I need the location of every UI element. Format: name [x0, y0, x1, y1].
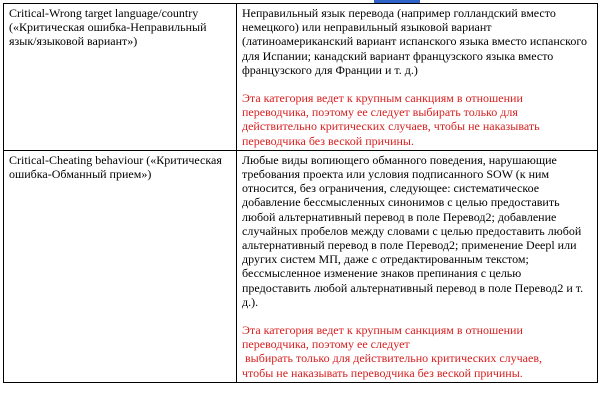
description-cell — [237, 150, 598, 382]
category-name: Critical-Wrong target language/country («Критическая ошибка-Неправильный язык/языковой вариант») — [9, 6, 207, 49]
category-cell — [4, 150, 237, 382]
category-name: Critical-Cheating behaviour («Критическая ошибка-Обманный прием») — [9, 152, 222, 182]
warning-line: Эта категория ведет к крупным санкциям в отношении переводчика, поэтому ее следует — [242, 323, 523, 352]
category-description: Неправильный язык перевода (например голландский вместо немецкого) или неправильный языковой вариант (латиноамериканский вариант испанского языка вместо испанского для Испании; канадский вариант французского языка вместо французского для Франции и т. д.) — [242, 6, 587, 77]
category-description: Любые виды вопиющего обманного поведения, нарушающие требования проекта или условия подписанного SOW (к ним относится, без ограничения, следующее: систематическое добавление бессмысленных синонимов с целью предоставить любой альтернативный перевод в поле Перевод2; добавление случайных пробелов между словами с целью предоставить любой альтернативный перевод в поле Перевод2; применение Deepl или других систем МП, даже с отредактированным текстом; бессмысленное изменение знаков препинания с целью предоставить любой альтернативный перевод в поле Перевод2 и т. д.). — [242, 152, 584, 309]
warning-text — [242, 323, 592, 380]
warning-line: чтобы не наказывать переводчика без веской причины. — [242, 365, 523, 380]
description-cell — [237, 4, 598, 151]
category-cell — [4, 4, 237, 151]
table-row — [4, 150, 598, 382]
warning-line: выбирать только для действительно критических случаев, — [245, 351, 542, 366]
error-category-table — [3, 3, 598, 383]
warning-text: Эта категория ведет к крупным санкциям в отношении переводчика, поэтому ее следует выбирать только для действительно критических случаев, чтобы не наказывать переводчика без веской причины. — [242, 91, 540, 148]
table-row — [4, 4, 598, 151]
